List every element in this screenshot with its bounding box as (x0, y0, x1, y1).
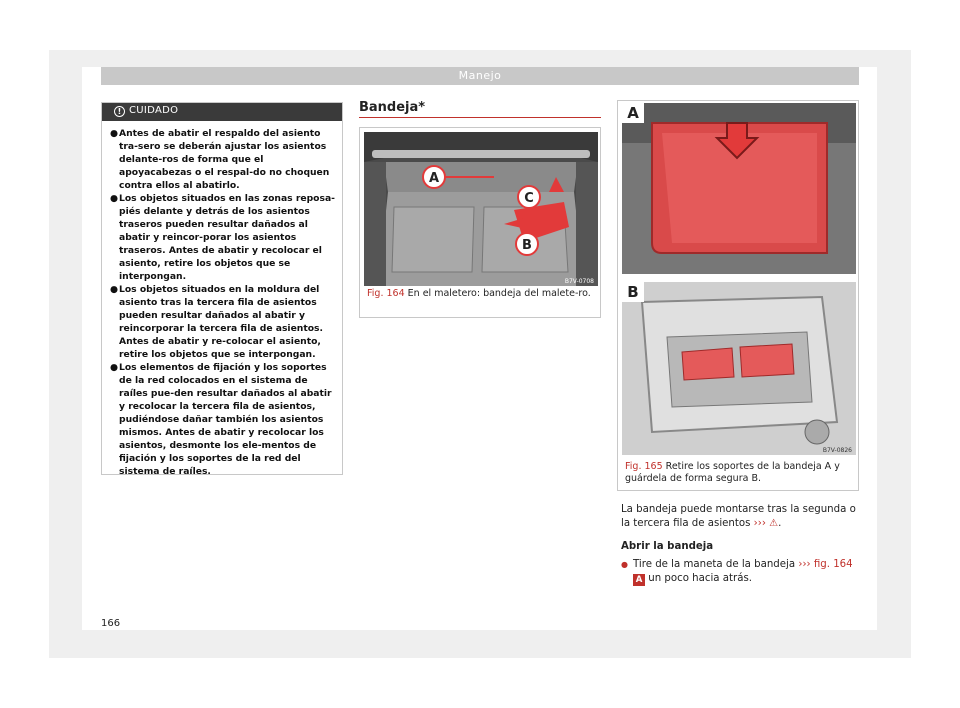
caution-box (101, 102, 343, 475)
warning-triangle-icon[interactable]: ⚠ (769, 518, 779, 529)
bullet-icon: ● (110, 128, 119, 139)
running-header (101, 67, 859, 85)
tray-support-closeup-b (622, 282, 856, 455)
label-c: C (524, 191, 534, 206)
bullet-icon: ● (110, 362, 119, 373)
section-title: Bandeja* (359, 100, 426, 115)
figure-number: Fig. 165 (625, 461, 663, 472)
label-a: A (428, 171, 440, 186)
figure-code: B7V-0826 (822, 447, 852, 454)
body-text (621, 503, 861, 586)
section-rule (359, 117, 601, 118)
support-b-svg (622, 282, 856, 455)
callout-badge-a: A (633, 574, 645, 586)
figure-caption-text: Retire los soportes de la bandeja A y guárdela de forma segura B. (625, 461, 840, 484)
figure-caption-text: En el maletero: bandeja del malete-ro. (407, 288, 591, 299)
figure-number: Fig. 164 (367, 288, 405, 299)
caution-item: ● Los objetos situados en la moldura del asiento tras la tercera fila de asientos pueden resultar dañados al abatir y reincorporar la tercera fila de asientos. Antes de abatir y re-colocar el asiento, retire los objetos que se interpongan. (110, 284, 324, 360)
figure-164 (359, 127, 601, 318)
bullet-icon: ● (110, 284, 119, 295)
trunk-illustration-svg (364, 132, 598, 286)
header-title: Manejo (458, 69, 502, 82)
support-a-svg (622, 103, 856, 274)
tray-support-closeup-a (622, 103, 856, 274)
cross-reference-link[interactable]: ››› (753, 518, 766, 529)
intro-paragraph: La bandeja puede montarse tras la segunda o la tercera fila de asientos ››› ⚠. (621, 504, 856, 529)
caution-item: ● Los objetos situados en las zonas reposa-piés delante y detrás de los asientos traseros pueden resultar dañados al abatir y reincor-porar los asientos traseros. Antes de abatir y recolocar el asiento, retire los objetos que se interpongan. (110, 193, 335, 282)
panel-b-label: B (622, 282, 644, 302)
caution-item: ● Antes de abatir el respaldo del asiento tra-sero se deberán ajustar los asientos delante-ros de forma que el apoyacabezas o el respal-do no choquen contra ellos al abatirlo. (110, 128, 330, 191)
exclamation-circle-icon: ! (114, 106, 125, 117)
trunk-cover-illustration (364, 132, 598, 286)
figure-code: B7V-0708 (564, 278, 594, 285)
step-item: ● Tire de la maneta de la bandeja ››› fig. 164 A un poco hacia atrás. (621, 559, 853, 585)
figure-caption (367, 288, 595, 300)
figure-reference-link[interactable]: ››› fig. 164 (798, 559, 853, 570)
figure-caption (625, 461, 853, 485)
caution-item: ● Los elementos de fijación y los soportes de la red colocados en el sistema de raíles pue-den resultar dañados al abatir y recolocar la tercera fila de asientos, pudiéndose dañar también los asientos mismos. Antes de abatir y recolocar los asientos, desmonte los ele-mentos de fijación y los soportes de la red del sistema de raíles. (110, 362, 332, 477)
page-number: 166 (101, 618, 121, 629)
bullet-icon: ● (110, 193, 119, 204)
caution-label: CUIDADO (129, 105, 179, 116)
figure-165 (617, 100, 859, 491)
label-b: B (522, 238, 532, 253)
bullet-icon: ● (621, 560, 628, 569)
caution-header (102, 103, 342, 121)
caution-body (102, 121, 342, 478)
panel-a-label: A (622, 103, 644, 123)
subheading: Abrir la bandeja (621, 541, 714, 552)
